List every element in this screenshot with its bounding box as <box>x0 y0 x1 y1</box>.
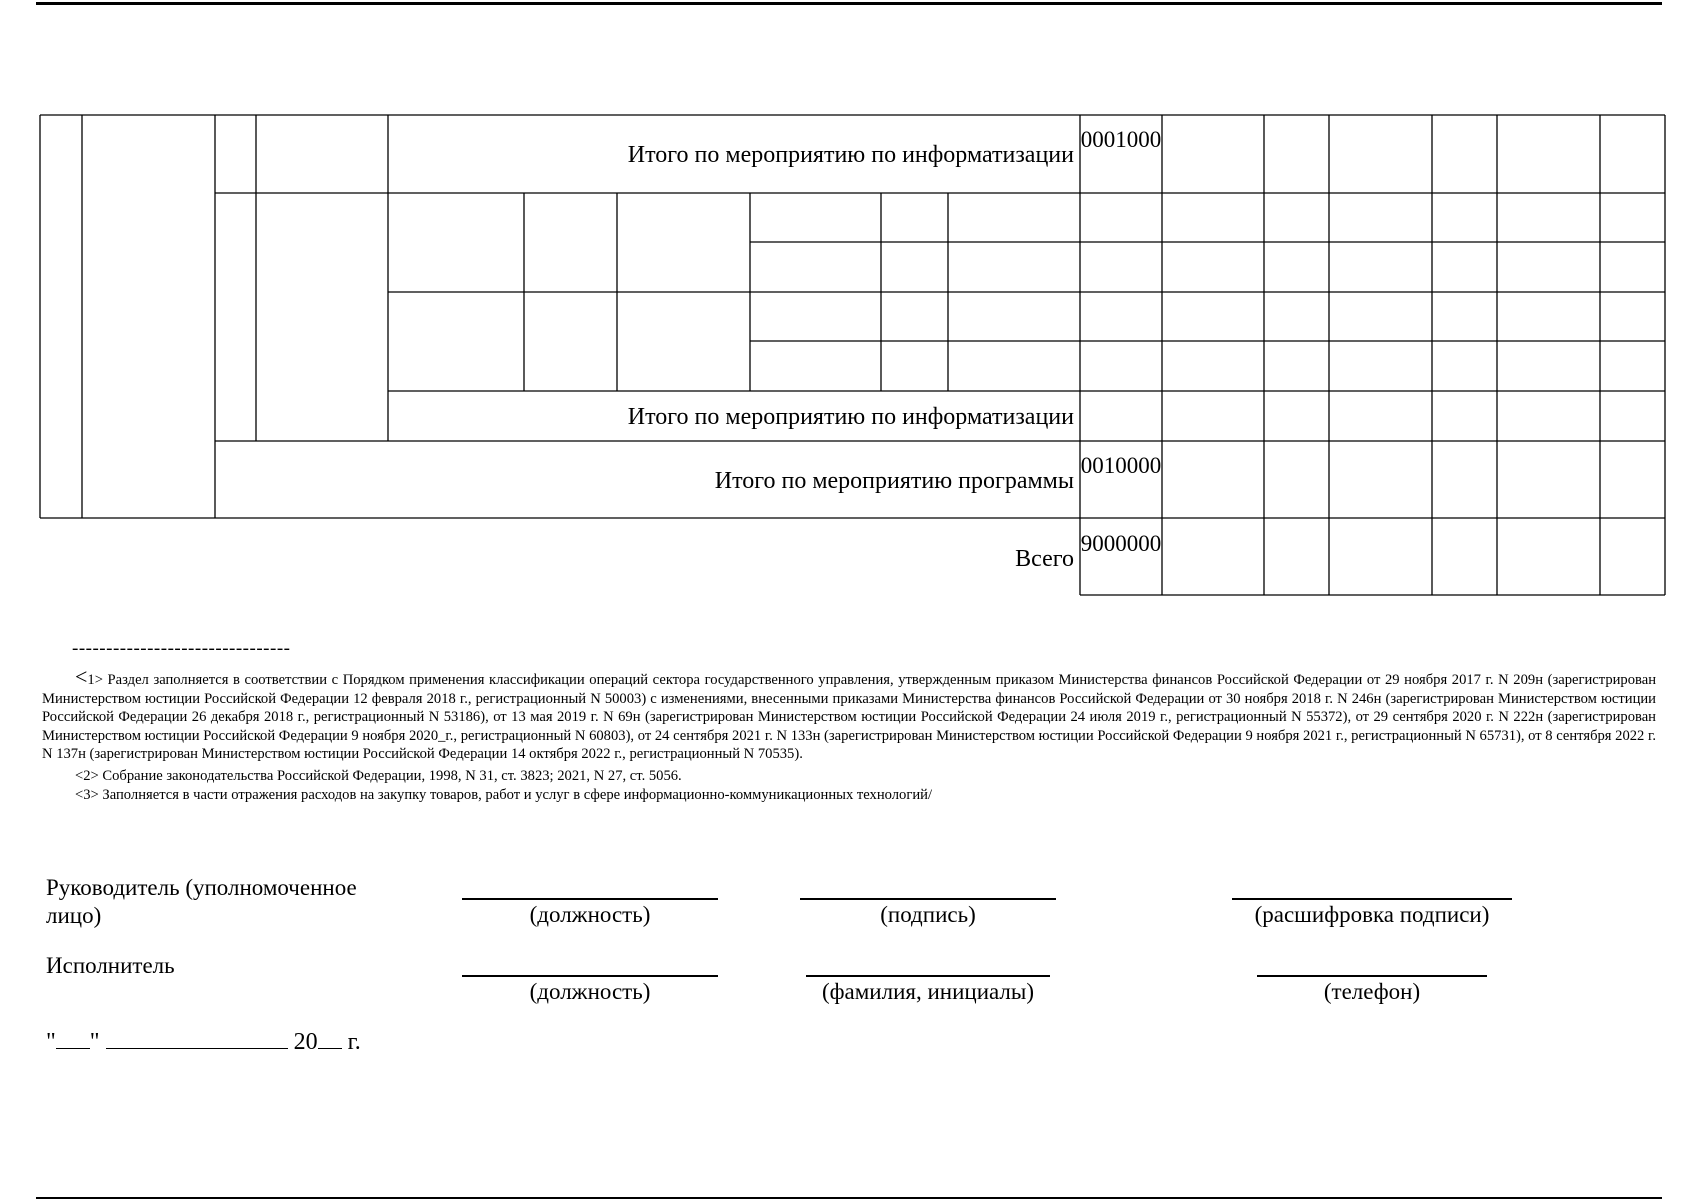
date-close-quote: " <box>89 1029 100 1055</box>
date-open-quote: " <box>46 1029 56 1055</box>
date-line <box>46 1026 361 1056</box>
head-signature-line[interactable] <box>800 898 1056 900</box>
date-year-blank[interactable] <box>318 1026 342 1049</box>
executor-phone-caption: (телефон) <box>1323 979 1421 1004</box>
footnote-1-marker: < <box>75 664 88 689</box>
date-day-blank[interactable] <box>56 1026 90 1049</box>
row-label-informatization-total-2: Итого по мероприятию по информатизации <box>627 404 1074 430</box>
row-code-program-total: 0010000 <box>1080 453 1162 478</box>
head-signature-caption: (подпись) <box>880 902 976 927</box>
executor-name-line[interactable] <box>806 975 1050 977</box>
head-label: Руководитель (уполномоченное лицо) <box>46 875 357 928</box>
head-position-line[interactable] <box>462 898 718 900</box>
footnote-separator: -------------------------------- <box>72 638 291 659</box>
row-label-grand-total: Всего <box>1015 546 1074 572</box>
head-decoding-line[interactable] <box>1232 898 1512 900</box>
executor-phone-line[interactable] <box>1257 975 1487 977</box>
footnote-1-text: 1> Раздел заполняется в соответствии с Порядком применения классификации операций сектора государственного управления, утвержденным приказом Министерства финансов Российской Федерации от 29 ноября 2017 г. N 209н (зарегистрирован Министерством юстиции Российской Федерации 12 февраля 2018 г., регистрационный N 50003) с изменениями, внесенными приказами Министерства финансов Российской Федерации от 30 ноября 2018 г. N 246н (зарегистрирован Министерством юстиции Российской Федерации 26 декабря 2018 г., регистрационный N 53186), от 13 мая 2019 г. N 69н (зарегистрирован Министерством юстиции Российской Федерации 24 июля 2019 г., регистрационный N 55372), от 29 сентября 2020 г. N 222н (зарегистрирован Министерством юстиции Российской Федерации 9 ноября 2020_г., регистрационный N 60803), от 24 сентября 2021 г. N 133н (зарегистрирован Министерством юстиции Российской Федерации 9 ноября 2021 г., регистрационный N 65731), от 8 сентября 2022 г. N 137н (зарегистрирован Министерством юстиции Российской Федерации 14 октября 2022 г., регистрационный N 70535). <box>42 672 1656 763</box>
top-rule <box>36 2 1662 5</box>
footnote-2: <2> Собрание законодательства Российской Федерации, 1998, N 31, ст. 3823; 2021, N 27, ст. 5056. <box>75 768 682 784</box>
executor-position-line[interactable] <box>462 975 718 977</box>
date-suffix: г. <box>347 1029 361 1055</box>
date-month-blank[interactable] <box>106 1026 288 1049</box>
executor-position-caption: (должность) <box>529 979 651 1004</box>
row-code-grand-total: 9000000 <box>1080 531 1162 556</box>
footnote-1 <box>42 664 1656 764</box>
row-label-informatization-total-1: Итого по мероприятию по информатизации <box>627 142 1074 168</box>
executor-name-caption: (фамилия, инициалы) <box>821 979 1035 1004</box>
head-decoding-caption: (расшифровка подписи) <box>1254 902 1490 927</box>
head-position-caption: (должность) <box>529 902 651 927</box>
date-year-prefix: 20 <box>293 1029 318 1055</box>
footnote-3: <3> Заполняется в части отражения расходов на закупку товаров, работ и услуг в сфере информационно-коммуникационных технологий/ <box>75 787 933 803</box>
row-label-program-total: Итого по мероприятию программы <box>714 468 1074 494</box>
bottom-rule <box>36 1197 1662 1199</box>
executor-label: Исполнитель <box>46 953 175 978</box>
row-code-informatization-total-1: 0001000 <box>1080 127 1162 152</box>
